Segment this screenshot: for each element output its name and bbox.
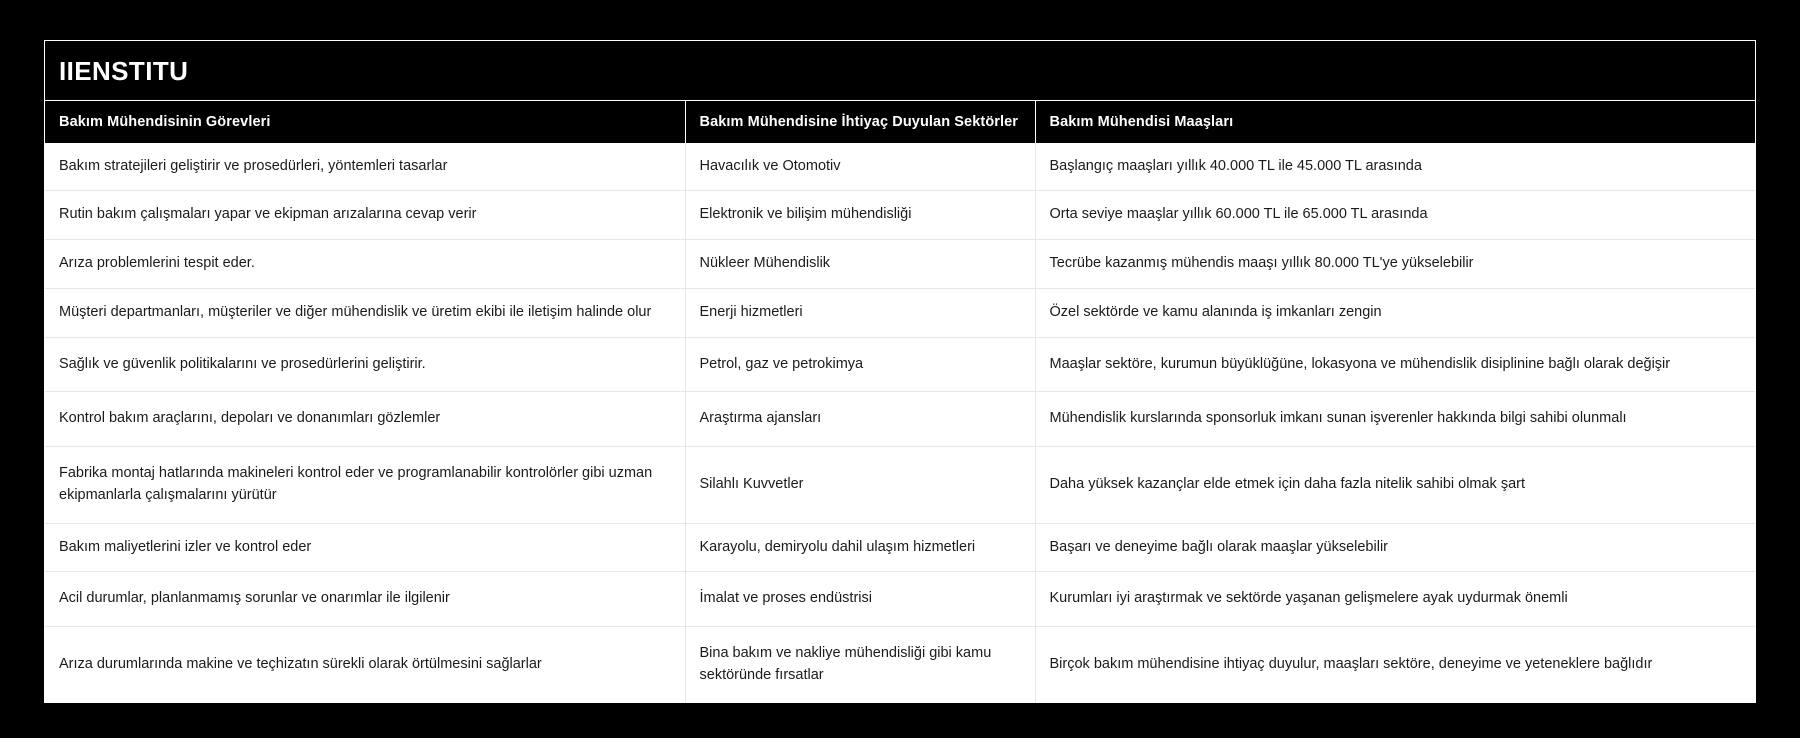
cell-salary: Tecrübe kazanmış mühendis maaşı yıllık 80.000 TL'ye yükselebilir	[1035, 240, 1755, 289]
table-row	[45, 288, 1755, 337]
table-card	[44, 40, 1756, 703]
cell-sector: Elektronik ve bilişim mühendisliği	[685, 191, 1035, 240]
cell-duty: Arıza durumlarında makine ve teçhizatın sürekli olarak örtülmesini sağlarlar	[45, 627, 685, 703]
cell-salary: Mühendislik kurslarında sponsorluk imkanı sunan işverenler hakkında bilgi sahibi olunmalı	[1035, 392, 1755, 447]
cell-salary: Birçok bakım mühendisine ihtiyaç duyulur, maaşları sektöre, deneyime ve yeteneklere bağlıdır	[1035, 627, 1755, 703]
table-row	[45, 572, 1755, 627]
cell-sector: Petrol, gaz ve petrokimya	[685, 337, 1035, 392]
cell-sector: İmalat ve proses endüstrisi	[685, 572, 1035, 627]
cell-sector: Havacılık ve Otomotiv	[685, 143, 1035, 191]
brand-header	[45, 41, 1755, 101]
table-head	[45, 101, 1755, 143]
cell-sector: Silahlı Kuvvetler	[685, 447, 1035, 524]
column-header-salaries: Bakım Mühendisi Maaşları	[1035, 101, 1755, 143]
table-row	[45, 337, 1755, 392]
table-row	[45, 523, 1755, 572]
cell-duty: Bakım maliyetlerini izler ve kontrol eder	[45, 523, 685, 572]
cell-salary: Özel sektörde ve kamu alanında iş imkanları zengin	[1035, 288, 1755, 337]
cell-duty: Arıza problemlerini tespit eder.	[45, 240, 685, 289]
cell-salary: Daha yüksek kazançlar elde etmek için daha fazla nitelik sahibi olmak şart	[1035, 447, 1755, 524]
cell-salary: Başlangıç maaşları yıllık 40.000 TL ile 45.000 TL arasında	[1035, 143, 1755, 191]
table-row	[45, 447, 1755, 524]
cell-duty: Bakım stratejileri geliştirir ve prosedürleri, yöntemleri tasarlar	[45, 143, 685, 191]
cell-sector: Enerji hizmetleri	[685, 288, 1035, 337]
column-header-sectors: Bakım Mühendisine İhtiyaç Duyulan Sektörler	[685, 101, 1035, 143]
table-header-row	[45, 101, 1755, 143]
column-header-duties: Bakım Mühendisinin Görevleri	[45, 101, 685, 143]
brand-logo-text: IIENSTITU	[59, 56, 189, 86]
cell-sector: Araştırma ajansları	[685, 392, 1035, 447]
table-row	[45, 392, 1755, 447]
cell-sector: Bina bakım ve nakliye mühendisliği gibi kamu sektöründe fırsatlar	[685, 627, 1035, 703]
cell-salary: Başarı ve deneyime bağlı olarak maaşlar yükselebilir	[1035, 523, 1755, 572]
cell-salary: Kurumları iyi araştırmak ve sektörde yaşanan gelişmelere ayak uydurmak önemli	[1035, 572, 1755, 627]
cell-salary: Orta seviye maaşlar yıllık 60.000 TL ile 65.000 TL arasında	[1035, 191, 1755, 240]
cell-duty: Müşteri departmanları, müşteriler ve diğer mühendislik ve üretim ekibi ile iletişim halinde olur	[45, 288, 685, 337]
cell-sector: Nükleer Mühendislik	[685, 240, 1035, 289]
table-row	[45, 240, 1755, 289]
table-row	[45, 627, 1755, 703]
maintenance-engineer-table	[45, 101, 1755, 703]
cell-duty: Kontrol bakım araçlarını, depoları ve donanımları gözlemler	[45, 392, 685, 447]
table-body	[45, 143, 1755, 703]
table-row	[45, 191, 1755, 240]
cell-sector: Karayolu, demiryolu dahil ulaşım hizmetleri	[685, 523, 1035, 572]
cell-salary: Maaşlar sektöre, kurumun büyüklüğüne, lokasyona ve mühendislik disiplinine bağlı olarak değişir	[1035, 337, 1755, 392]
cell-duty: Rutin bakım çalışmaları yapar ve ekipman arızalarına cevap verir	[45, 191, 685, 240]
cell-duty: Acil durumlar, planlanmamış sorunlar ve onarımlar ile ilgilenir	[45, 572, 685, 627]
cell-duty: Sağlık ve güvenlik politikalarını ve prosedürlerini geliştirir.	[45, 337, 685, 392]
table-row	[45, 143, 1755, 191]
cell-duty: Fabrika montaj hatlarında makineleri kontrol eder ve programlanabilir kontrolörler gibi uzman ekipmanlarla çalışmalarını yürütür	[45, 447, 685, 524]
